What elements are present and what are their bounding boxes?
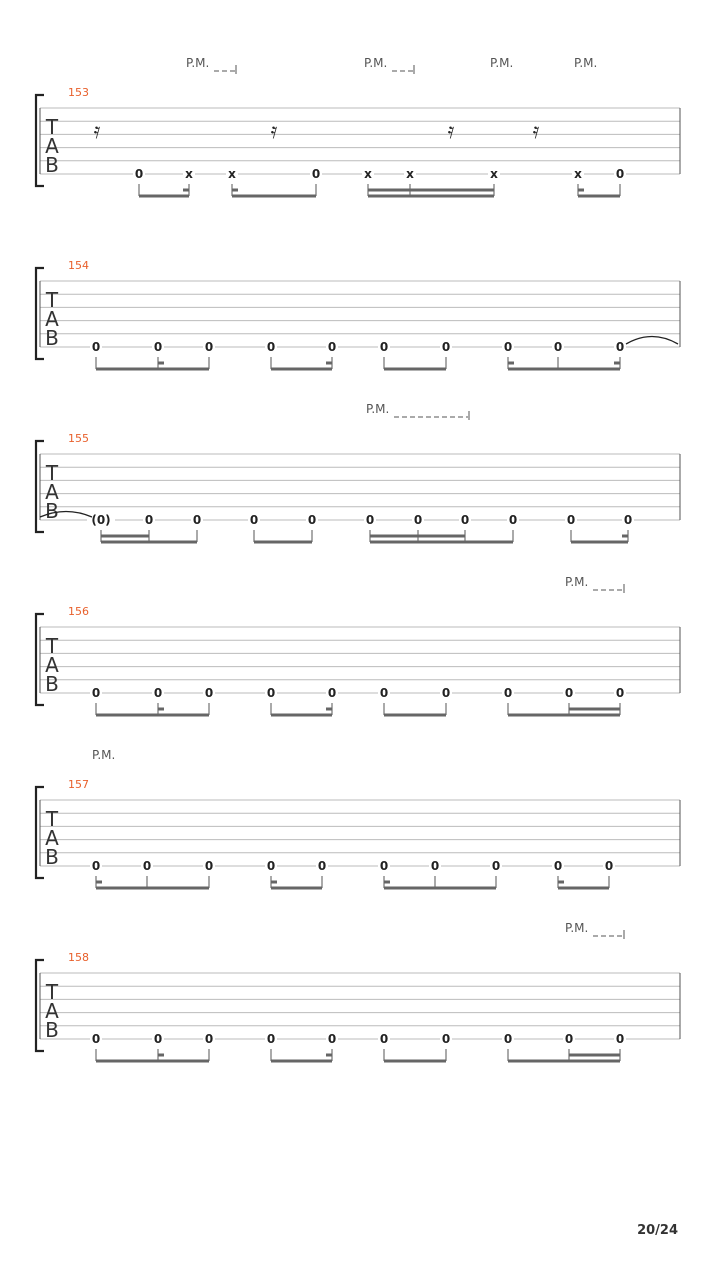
- sixteenth-rest: 𝄿: [447, 119, 455, 144]
- dead-note: x: [185, 167, 193, 181]
- fret-number: 0: [460, 513, 470, 527]
- dead-note: x: [490, 167, 498, 181]
- beam: [271, 887, 322, 890]
- palm-mute-label: P.M.: [490, 56, 514, 70]
- beam: [558, 887, 609, 890]
- sixteenth-rest: 𝄿: [93, 119, 101, 144]
- tab-clef-letter: B: [45, 499, 59, 523]
- fret-number: 0: [327, 1032, 337, 1046]
- sixteenth-beam: [232, 189, 238, 192]
- fret-number: 0: [615, 340, 625, 354]
- tab-system: [36, 259, 680, 371]
- fret-number: 0: [413, 513, 423, 527]
- beam: [384, 368, 446, 371]
- beam: [101, 541, 197, 544]
- tab-clef-letter: T: [45, 807, 59, 831]
- tab-clef-letter: B: [45, 672, 59, 696]
- tab-clef-letter: T: [45, 461, 59, 485]
- sixteenth-beam: [158, 708, 164, 711]
- fret-number: 0: [491, 859, 501, 873]
- beam: [271, 368, 332, 371]
- sixteenth-beam: [569, 1054, 620, 1057]
- sixteenth-beam: [622, 535, 628, 538]
- fret-number: 0: [441, 340, 451, 354]
- fret-number: 0: [153, 686, 163, 700]
- fret-number: 0: [508, 513, 518, 527]
- fret-number: 0: [503, 340, 513, 354]
- fret-number: 0: [615, 1032, 625, 1046]
- tab-clef-letter: B: [45, 153, 59, 177]
- beam: [232, 195, 316, 198]
- tab-clef-letter: T: [45, 634, 59, 658]
- fret-number: 0: [192, 513, 202, 527]
- fret-number: 0: [615, 686, 625, 700]
- tab-clef-letter: A: [45, 826, 59, 850]
- beam: [384, 887, 496, 890]
- dead-note: x: [406, 167, 414, 181]
- page-number: 20/24: [637, 1223, 678, 1238]
- tab-system: [36, 56, 680, 198]
- beam: [384, 1060, 446, 1063]
- sixteenth-beam: [614, 362, 620, 365]
- beam: [96, 368, 209, 371]
- fret-number: 0: [379, 1032, 389, 1046]
- fret-number: (0): [91, 513, 111, 527]
- fret-number: 0: [553, 859, 563, 873]
- beam: [368, 195, 494, 198]
- tie-arc: [626, 337, 678, 345]
- beam: [578, 195, 620, 198]
- measure-number: 155: [68, 432, 89, 445]
- fret-number: 0: [327, 686, 337, 700]
- beam: [139, 195, 189, 198]
- dead-note: x: [228, 167, 236, 181]
- sixteenth-beam: [326, 1054, 332, 1057]
- fret-number: 0: [204, 859, 214, 873]
- beam: [96, 1060, 209, 1063]
- palm-mute-label: P.M.: [574, 56, 598, 70]
- sixteenth-beam: [326, 362, 332, 365]
- sixteenth-beam: [370, 535, 465, 538]
- palm-mute-label: P.M.: [565, 921, 589, 935]
- fret-number: 0: [623, 513, 633, 527]
- fret-number: 0: [134, 167, 144, 181]
- dead-note: x: [364, 167, 372, 181]
- sixteenth-beam: [368, 189, 494, 192]
- sixteenth-rest: 𝄿: [270, 119, 278, 144]
- sixteenth-beam: [558, 881, 564, 884]
- tab-clef-letter: B: [45, 326, 59, 350]
- fret-number: 0: [604, 859, 614, 873]
- fret-number: 0: [91, 859, 101, 873]
- fret-number: 0: [142, 859, 152, 873]
- fret-number: 0: [307, 513, 317, 527]
- fret-number: 0: [204, 1032, 214, 1046]
- beam: [271, 1060, 332, 1063]
- tab-system: [36, 402, 680, 544]
- tab-system: [36, 748, 680, 890]
- beam: [96, 714, 209, 717]
- fret-number: 0: [615, 167, 625, 181]
- fret-number: 0: [266, 1032, 276, 1046]
- fret-number: 0: [503, 1032, 513, 1046]
- sixteenth-beam: [158, 1054, 164, 1057]
- palm-mute-label: P.M.: [366, 402, 390, 416]
- fret-number: 0: [91, 686, 101, 700]
- fret-number: 0: [566, 513, 576, 527]
- measure-number: 156: [68, 605, 89, 618]
- beam: [571, 541, 628, 544]
- fret-number: 0: [91, 1032, 101, 1046]
- beam: [384, 714, 446, 717]
- fret-number: 0: [144, 513, 154, 527]
- tab-clef-letter: T: [45, 115, 59, 139]
- beam: [370, 541, 513, 544]
- sixteenth-beam: [183, 189, 189, 192]
- fret-number: 0: [266, 859, 276, 873]
- fret-number: 0: [311, 167, 321, 181]
- palm-mute-label: P.M.: [364, 56, 388, 70]
- dead-note: x: [574, 167, 582, 181]
- fret-number: 0: [379, 686, 389, 700]
- sixteenth-beam: [569, 708, 620, 711]
- fret-number: 0: [327, 340, 337, 354]
- sixteenth-beam: [101, 535, 149, 538]
- fret-number: 0: [564, 686, 574, 700]
- sixteenth-beam: [578, 189, 584, 192]
- fret-number: 0: [317, 859, 327, 873]
- tab-clef-letter: A: [45, 653, 59, 677]
- sixteenth-beam: [326, 708, 332, 711]
- sixteenth-beam: [508, 362, 514, 365]
- fret-number: 0: [441, 1032, 451, 1046]
- fret-number: 0: [503, 686, 513, 700]
- tab-clef-letter: B: [45, 845, 59, 869]
- fret-number: 0: [365, 513, 375, 527]
- tab-system: [36, 575, 680, 717]
- sixteenth-beam: [158, 362, 164, 365]
- tab-clef-letter: A: [45, 999, 59, 1023]
- fret-number: 0: [379, 859, 389, 873]
- tab-system: [36, 921, 680, 1063]
- palm-mute-label: P.M.: [186, 56, 210, 70]
- tab-clef-letter: T: [45, 980, 59, 1004]
- fret-number: 0: [266, 340, 276, 354]
- beam: [96, 887, 209, 890]
- beam: [254, 541, 312, 544]
- tab-clef-letter: T: [45, 288, 59, 312]
- fret-number: 0: [379, 340, 389, 354]
- beam: [271, 714, 332, 717]
- fret-number: 0: [266, 686, 276, 700]
- sixteenth-beam: [96, 881, 102, 884]
- fret-number: 0: [204, 686, 214, 700]
- sixteenth-rest: 𝄿: [532, 119, 540, 144]
- beam: [508, 1060, 620, 1063]
- fret-number: 0: [249, 513, 259, 527]
- palm-mute-label: P.M.: [92, 748, 116, 762]
- fret-number: 0: [564, 1032, 574, 1046]
- beam: [508, 368, 620, 371]
- palm-mute-label: P.M.: [565, 575, 589, 589]
- tab-clef-letter: A: [45, 307, 59, 331]
- fret-number: 0: [204, 340, 214, 354]
- fret-number: 0: [430, 859, 440, 873]
- fret-number: 0: [91, 340, 101, 354]
- tab-clef-letter: A: [45, 480, 59, 504]
- fret-number: 0: [553, 340, 563, 354]
- measure-number: 157: [68, 778, 89, 791]
- measure-number: 153: [68, 86, 89, 99]
- sixteenth-beam: [384, 881, 390, 884]
- fret-number: 0: [153, 340, 163, 354]
- measure-number: 158: [68, 951, 89, 964]
- sixteenth-beam: [271, 881, 277, 884]
- beam: [508, 714, 620, 717]
- fret-number: 0: [153, 1032, 163, 1046]
- tab-clef-letter: A: [45, 134, 59, 158]
- measure-number: 154: [68, 259, 89, 272]
- tab-clef-letter: B: [45, 1018, 59, 1042]
- fret-number: 0: [441, 686, 451, 700]
